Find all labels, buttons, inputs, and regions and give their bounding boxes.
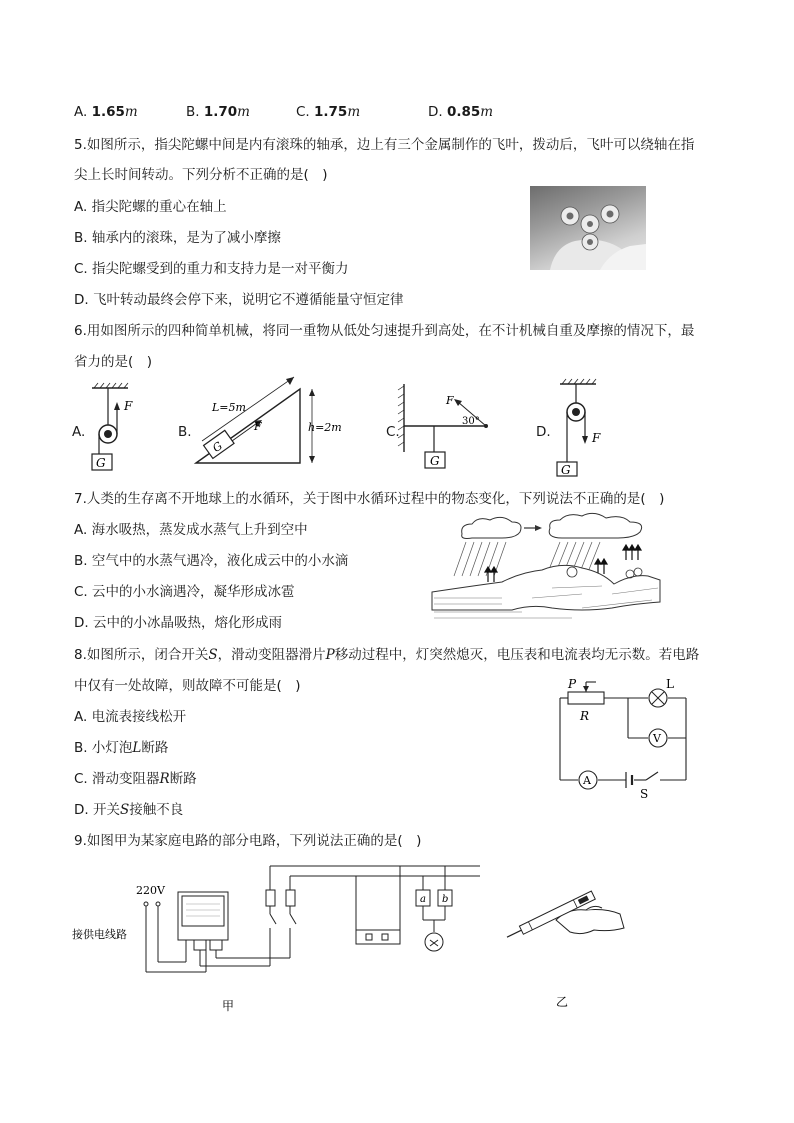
q8-ammeter-label: A [583,774,591,787]
q8-option-d: D. 开关S接触不良 [74,802,184,818]
q9-voltage-label: 220V [136,884,165,897]
q8-rheostat-label: R [580,709,590,723]
q6-stem-line1: 6.用如图所示的四种简单机械，将同一重物从低处匀速提升到高处，在不计机械自重及摩擦的情况下，最 [74,323,695,339]
q9-supply-label: 接供电线路 [72,928,127,941]
q8-slider-label: P [568,677,577,691]
q9-b-label: b [442,894,449,905]
q6c-force-label: F [446,394,454,407]
q6b-length-label: L=5m [212,401,246,414]
q7-option-d: D. 云中的小冰晶吸热，熔化形成雨 [74,615,282,631]
q8-option-a: A. 电流表接线松开 [74,709,187,725]
q8-lamp-label: L [666,677,674,691]
q6d-weight-label: G [561,463,571,477]
q6-movable-pulley-diagram [552,378,612,478]
q8-voltmeter-label: V [653,732,661,745]
q6-stem-line2: 省力的是( ) [74,354,153,370]
q8-stem-line2: 中仅有一处故障，则故障不可能是( ) [74,678,301,694]
q8-option-b: B. 小灯泡L断路 [74,740,169,756]
water-cycle-diagram [432,512,662,627]
q5-option-b: B. 轴承内的滚珠，是为了减小摩擦 [74,230,281,246]
q4-option-c: C. 1.75 m [296,104,361,120]
q6b-weight-label: G [210,439,225,455]
q6c-weight-label: G [430,454,440,468]
q4-option-a: A. 1.65 m [74,104,138,120]
q9-caption-right: 乙 [556,995,569,1009]
q6-label-b: B. [178,424,192,440]
q9-test-pencil-diagram [498,868,628,1008]
q6-label-a: A. [72,424,86,440]
q6c-angle-label: 30° [462,416,480,427]
q6d-force-label: F [592,431,601,445]
q6a-force-label: F [124,399,133,413]
q4-option-d: D. 0.85 m [428,104,494,120]
fidget-spinner-photo [530,186,646,270]
q5-option-d: D. 飞叶转动最终会停下来，说明它不遵循能量守恒定律 [74,292,404,308]
q8-stem-line1: 8.如图所示，闭合开关S，滑动变阻器滑片P移动过程中，灯突然熄灭，电压表和电流表均无示数。若电路 [74,647,700,663]
q6b-force-label: F [254,420,262,433]
q8-option-c: C. 滑动变阻器R断路 [74,771,197,787]
q5-stem-line1: 5.如图所示，指尖陀螺中间是内有滚珠的轴承，边上有三个金属制作的飞叶，拨动后，飞叶可以绕轴在指 [74,137,695,153]
q6-label-c: C. [386,424,400,440]
q9-a-label: a [420,894,426,905]
q8-circuit-diagram [556,676,696,800]
q6-lever-diagram [398,382,498,472]
q8-switch-label: S [640,787,649,801]
q5-stem-line2: 尖上长时间转动。下列分析不正确的是( ) [74,167,328,183]
q5-option-a: A. 指尖陀螺的重心在轴上 [74,199,227,215]
q9-caption-left: 甲 [222,999,235,1013]
q6a-weight-label: G [96,456,106,470]
q9-household-circuit-diagram [70,858,490,1018]
q7-option-b: B. 空气中的水蒸气遇冷，液化成云中的小水滴 [74,553,349,569]
q7-option-c: C. 云中的小水滴遇冷，凝华形成冰雹 [74,584,295,600]
q5-option-c: C. 指尖陀螺受到的重力和支持力是一对平衡力 [74,261,349,277]
q7-option-a: A. 海水吸热，蒸发成水蒸气上升到空中 [74,522,308,538]
q7-stem-line1: 7.人类的生存离不开地球上的水循环，关于图中水循环过程中的物态变化，下列说法不正确的是( ) [74,491,665,507]
q6-fixed-pulley-diagram [88,382,148,474]
q6b-height-label: h=2m [308,421,342,434]
q4-option-b: B. 1.70 m [186,104,250,120]
q6-label-d: D. [536,424,551,440]
q6-inclined-plane-diagram [192,385,352,470]
q9-stem-line1: 9.如图甲为某家庭电路的部分电路，下列说法正确的是( ) [74,833,422,849]
